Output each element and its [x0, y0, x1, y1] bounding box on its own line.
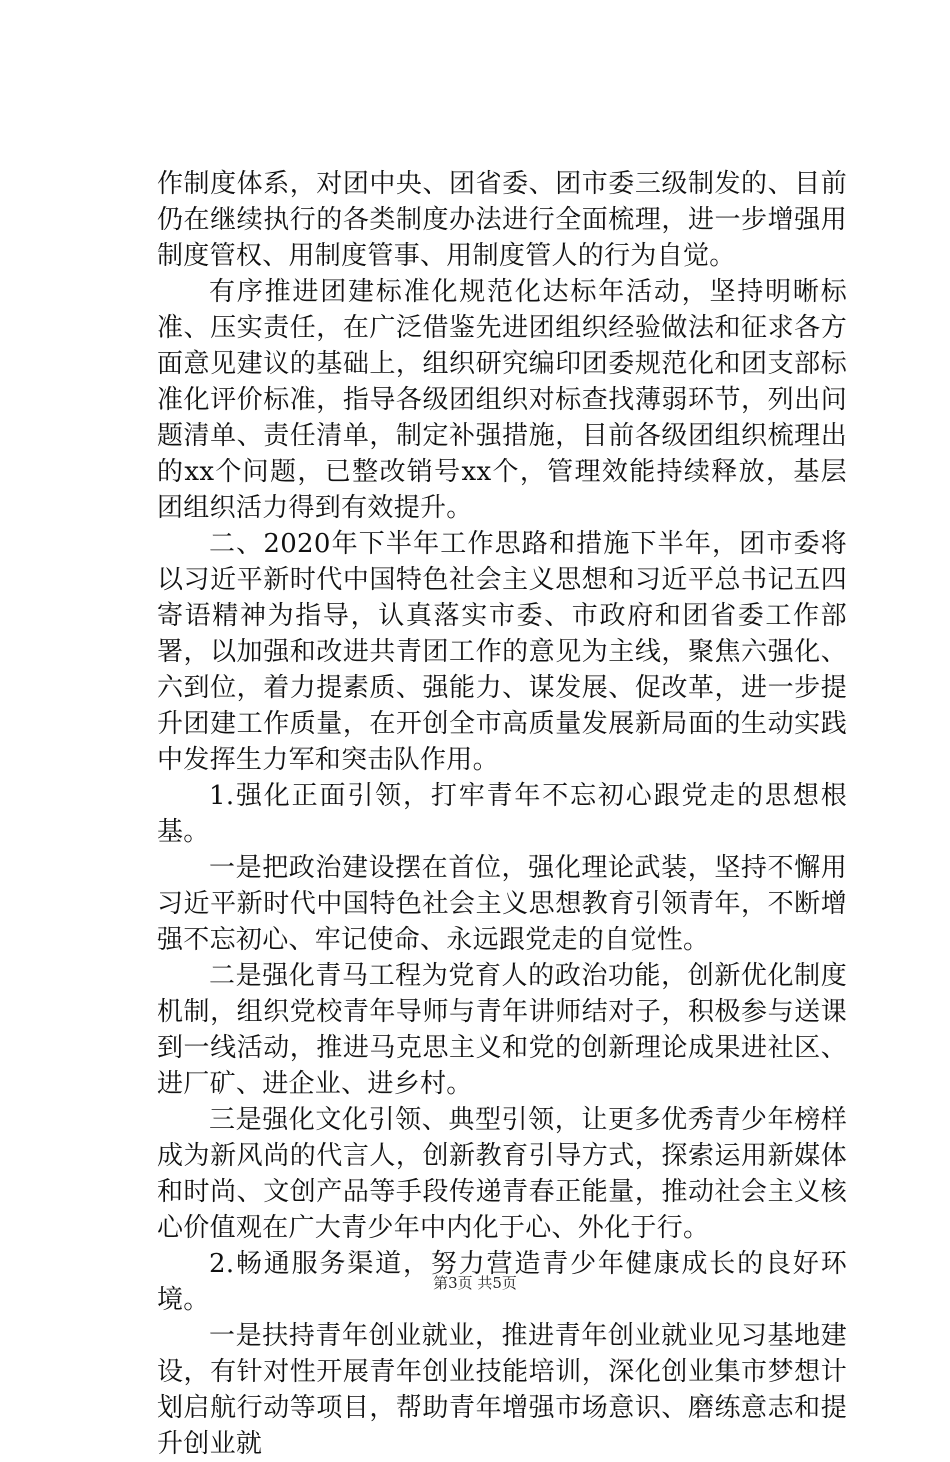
paragraph-5: 一是把政治建设摆在首位，强化理论武装，坚持不懈用习近平新时代中国特色社会主义思想教育引领青年，不断增强不忘初心、牢记使命、永远跟党走的自觉性。 — [157, 853, 847, 955]
paragraph-7: 三是强化文化引领、典型引领，让更多优秀青少年榜样成为新风尚的代言人，创新教育引导方式，探索运用新媒体和时尚、文创产品等手段传递青春正能量，推动社会主义核心价值观在广大青少年中内化于心、外化于行。 — [157, 1105, 847, 1243]
page-footer — [0, 1272, 950, 1293]
paragraph-8: 2.畅通服务渠道，努力营造青少年健康成长的良好环境。 — [157, 1249, 847, 1315]
document-body — [157, 166, 847, 1462]
paragraph-2: 有序推进团建标准化规范化达标年活动，坚持明晰标准、压实责任，在广泛借鉴先进团组织经验做法和征求各方面意见建议的基础上，组织研究编印团委规范化和团支部标准化评价标准，指导各级团组织对标查找薄弱环节，列出问题清单、责任清单，制定补强措施，目前各级团组织梳理出的xx个问题，已整改销号xx个，管理效能持续释放，基层团组织活力得到有效提升。 — [157, 277, 847, 523]
paragraph-6: 二是强化青马工程为党育人的政治功能，创新优化制度机制，组织党校青年导师与青年讲师结对子，积极参与送课到一线活动，推进马克思主义和党的创新理论成果进社区、进厂矿、进企业、进乡村。 — [157, 961, 847, 1099]
paragraph-4: 1.强化正面引领，打牢青年不忘初心跟党走的思想根基。 — [157, 781, 847, 847]
paragraph-3: 二、2020年下半年工作思路和措施下半年，团市委将以习近平新时代中国特色社会主义思想和习近平总书记五四寄语精神为指导，认真落实市委、市政府和团省委工作部署，以加强和改进共青团工作的意见为主线，聚焦六强化、六到位，着力提素质、强能力、谋发展、促改革，进一步提升团建工作质量，在开创全市高质量发展新局面的生动实践中发挥生力军和突击队作用。 — [157, 529, 847, 775]
paragraph-1: 作制度体系，对团中央、团省委、团市委三级制发的、目前仍在继续执行的各类制度办法进行全面梳理，进一步增强用制度管权、用制度管事、用制度管人的行为自觉。 — [157, 169, 847, 271]
page-number-label: 第3页 共5页 — [433, 1274, 517, 1292]
paragraph-9: 一是扶持青年创业就业，推进青年创业就业见习基地建设，有针对性开展青年创业技能培训，深化创业集市梦想计划启航行动等项目，帮助青年增强市场意识、磨练意志和提升创业就 — [157, 1321, 847, 1459]
